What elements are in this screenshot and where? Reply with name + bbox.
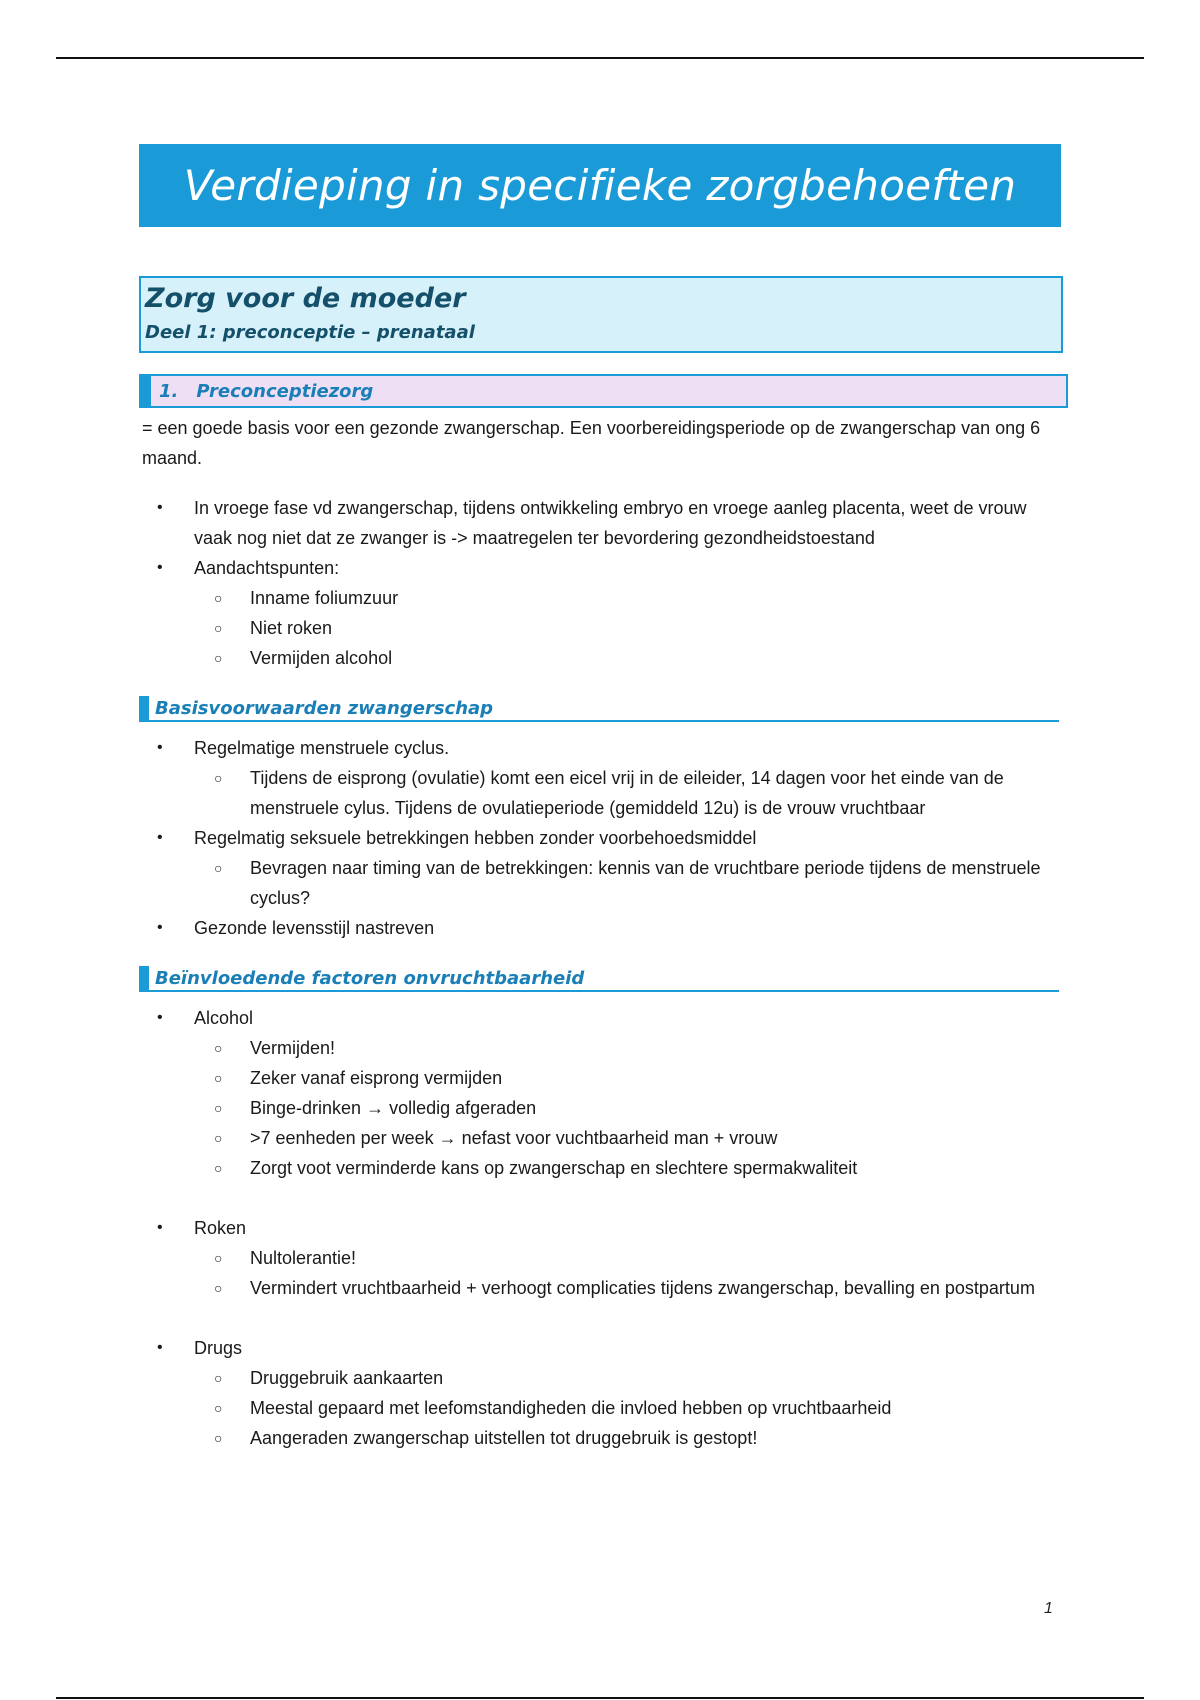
part-title: Zorg voor de moeder bbox=[145, 283, 466, 314]
bullet-icon: • bbox=[157, 829, 163, 846]
page-number: 1 bbox=[1044, 1600, 1053, 1617]
list-item-text: Niet roken bbox=[250, 618, 333, 638]
list-spacer bbox=[142, 1183, 1062, 1213]
list-item-text: Aandachtspunten: bbox=[194, 558, 340, 578]
bullet-icon: • bbox=[157, 499, 163, 516]
factoren-list bbox=[142, 1003, 1062, 1453]
part-heading-box bbox=[139, 276, 1063, 353]
list-item-text: Tijdens de eisprong (ovulatie) komt een eicel vrij in de eileider, 14 dagen voor het einde van de menstruele cylus. Tijdens de ovulatieperiode (gemiddeld 12u) is de vrouw vruchtbaar bbox=[250, 768, 1004, 818]
list-item-text: Gezonde levensstijl nastreven bbox=[194, 918, 435, 938]
sub-list-item bbox=[142, 583, 1062, 613]
list-item-text: Nultolerantie! bbox=[250, 1248, 357, 1268]
list-item bbox=[142, 1003, 1062, 1033]
list-item-text: Vermijden alcohol bbox=[250, 648, 393, 668]
sub-bullet-icon: ○ bbox=[214, 1040, 223, 1056]
title-banner bbox=[139, 144, 1061, 227]
sub-list-item bbox=[142, 1033, 1062, 1063]
list-item bbox=[142, 733, 1062, 763]
section-heading-preconceptiezorg bbox=[139, 374, 1068, 408]
sub-bullet-icon: ○ bbox=[214, 620, 223, 636]
sub-bullet-icon: ○ bbox=[214, 770, 223, 786]
sub-list-item bbox=[142, 763, 1062, 823]
sub-bullet-icon: ○ bbox=[214, 1160, 223, 1176]
sub-bullet-icon: ○ bbox=[214, 1370, 223, 1386]
sub-list-item bbox=[142, 1093, 1062, 1123]
list-item bbox=[142, 823, 1062, 853]
list-item-text: Meestal gepaard met leefomstandigheden die invloed hebben op vruchtbaarheid bbox=[250, 1398, 892, 1418]
bullet-icon: • bbox=[157, 1009, 163, 1026]
list-item-text: Aangeraden zwangerschap uitstellen tot druggebruik is gestopt! bbox=[250, 1428, 758, 1448]
list-item bbox=[142, 913, 1062, 943]
bullet-icon: • bbox=[157, 1339, 163, 1356]
bullet-icon: • bbox=[157, 1219, 163, 1236]
footer-rule bbox=[56, 1697, 1144, 1699]
sub-bullet-icon: ○ bbox=[214, 1400, 223, 1416]
list-item-text: Druggebruik aankaarten bbox=[250, 1368, 444, 1388]
list-item-text: Roken bbox=[194, 1218, 247, 1238]
sub-bullet-icon: ○ bbox=[214, 1430, 223, 1446]
sub-list-item bbox=[142, 613, 1062, 643]
section-intro-paragraph: = een goede basis voor een gezonde zwangerschap. Een voorbereidingsperiode op de zwangerschap van ong 6 maand. bbox=[142, 418, 1041, 468]
sub-bullet-icon: ○ bbox=[214, 1250, 223, 1266]
sub-bullet-icon: ○ bbox=[214, 1280, 223, 1296]
sub-bullet-icon: ○ bbox=[214, 590, 223, 606]
list-item-text: Zorgt voot verminderde kans op zwangerschap en slechtere spermakwaliteit bbox=[250, 1158, 858, 1178]
sub-list-item bbox=[142, 853, 1062, 913]
sub-list-item bbox=[142, 1393, 1062, 1423]
sub-bullet-icon: ○ bbox=[214, 650, 223, 666]
list-item-text: Drugs bbox=[194, 1338, 243, 1358]
list-item-text: Binge-drinken → volledig afgeraden bbox=[250, 1098, 537, 1118]
sub-bullet-icon: ○ bbox=[214, 1130, 223, 1146]
header-rule bbox=[56, 57, 1144, 59]
list-item bbox=[142, 1213, 1062, 1243]
list-item-text: Inname foliumzuur bbox=[250, 588, 399, 608]
bullet-icon: • bbox=[157, 919, 163, 936]
list-item-text: Vermindert vruchtbaarheid + verhoogt complicaties tijdens zwangerschap, bevalling en postpartum bbox=[250, 1278, 1035, 1298]
part-subtitle: Deel 1: preconceptie – prenataal bbox=[145, 322, 475, 343]
subheading-text: Beïnvloedende factoren onvruchtbaarheid bbox=[155, 967, 585, 989]
sub-list-item bbox=[142, 1123, 1062, 1153]
bullet-icon: • bbox=[157, 559, 163, 576]
basisvoorwaarden-list bbox=[142, 733, 1062, 943]
list-item-text: Vermijden! bbox=[250, 1038, 336, 1058]
list-item-text: Zeker vanaf eisprong vermijden bbox=[250, 1068, 503, 1088]
list-item bbox=[142, 553, 1062, 583]
sub-bullet-icon: ○ bbox=[214, 1100, 223, 1116]
subheading-basisvoorwaarden bbox=[139, 696, 1059, 722]
list-item-text: In vroege fase vd zwangerschap, tijdens ontwikkeling embryo en vroege aanleg placenta, weet de vrouw vaak nog niet dat ze zwanger is -> maatregelen ter bevordering gezondheidstoestand bbox=[194, 498, 1027, 548]
subheading-factoren bbox=[139, 966, 1059, 992]
section-number: 1. bbox=[159, 380, 179, 402]
list-item-text: Bevragen naar timing van de betrekkingen: kennis van de vruchtbare periode tijdens de menstruele cyclus? bbox=[250, 858, 1041, 908]
sub-bullet-icon: ○ bbox=[214, 1070, 223, 1086]
sub-bullet-icon: ○ bbox=[214, 860, 223, 876]
list-item-text: Alcohol bbox=[194, 1008, 254, 1028]
subheading-text: Basisvoorwaarden zwangerschap bbox=[155, 697, 494, 719]
sub-list-item bbox=[142, 1063, 1062, 1093]
sub-list-item bbox=[142, 1423, 1062, 1453]
list-item-text: Regelmatig seksuele betrekkingen hebben zonder voorbehoedsmiddel bbox=[194, 828, 757, 848]
preconceptiezorg-list bbox=[142, 493, 1062, 673]
sub-list-item bbox=[142, 643, 1062, 673]
sub-list-item bbox=[142, 1153, 1062, 1183]
sub-list-item bbox=[142, 1363, 1062, 1393]
document-title: Verdieping in specifieke zorgbehoeften bbox=[183, 161, 1017, 210]
sub-list-item bbox=[142, 1243, 1062, 1273]
list-spacer bbox=[142, 1303, 1062, 1333]
sub-list-item bbox=[142, 1273, 1062, 1303]
list-item bbox=[142, 1333, 1062, 1363]
list-item bbox=[142, 493, 1062, 553]
list-item-text: Regelmatige menstruele cyclus. bbox=[194, 738, 450, 758]
section-heading-text: Preconceptiezorg bbox=[196, 380, 374, 402]
list-item-text: >7 eenheden per week → nefast voor vuchtbaarheid man + vrouw bbox=[250, 1128, 778, 1148]
bullet-icon: • bbox=[157, 739, 163, 756]
